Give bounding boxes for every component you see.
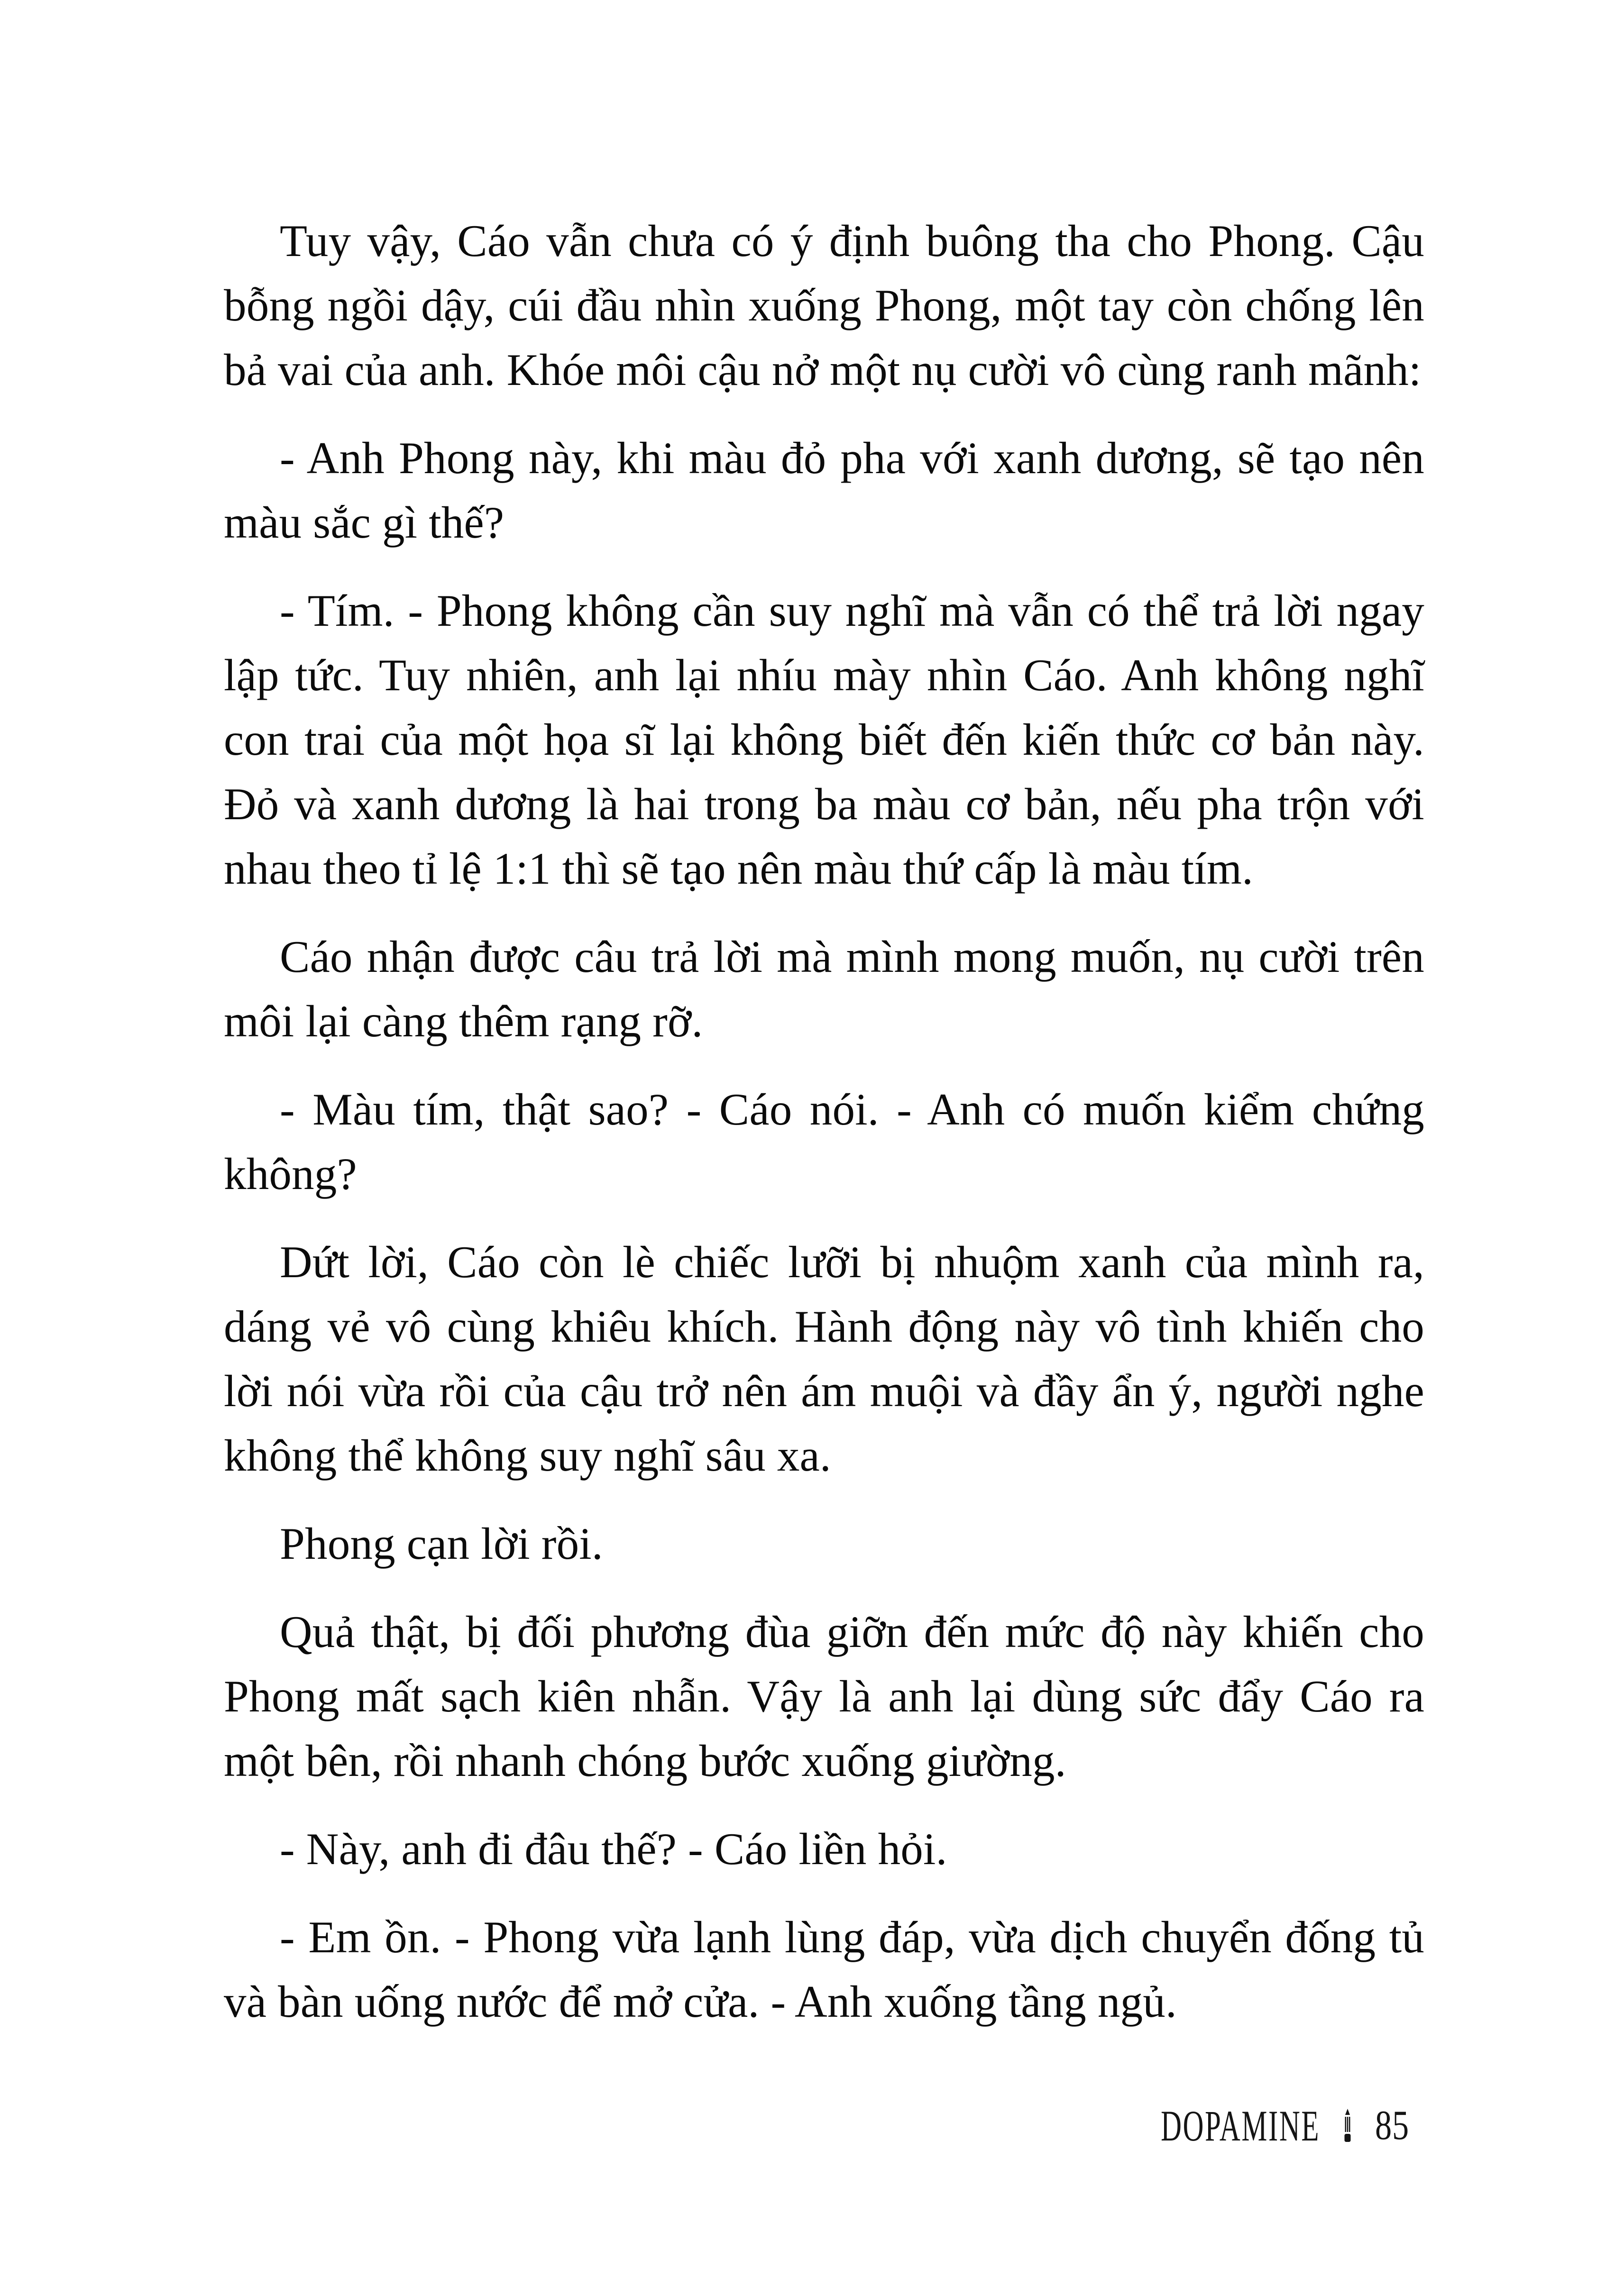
- page-footer: [1079, 2102, 1418, 2150]
- page-text-block: [224, 209, 1424, 2034]
- paragraph-5: - Màu tím, thật sao? - Cáo nói. - Anh có muốn kiểm chứng không?: [224, 1084, 1424, 1199]
- paragraph-6: Dứt lời, Cáo còn lè chiếc lưỡi bị nhuộm xanh của mình ra, dáng vẻ vô cùng khiêu khích. Hành động này vô tình khiến cho lời nói vừa rồi của cậu trở nên ám muội và đầy ẩn ý, người nghe không thể không suy nghĩ sâu xa.: [224, 1237, 1424, 1481]
- paragraph-1: Tuy vậy, Cáo vẫn chưa có ý định buông tha cho Phong. Cậu bỗng ngồi dậy, cúi đầu nhìn xuống Phong, một tay còn chống lên bả vai của anh. Khóe môi cậu nở một nụ cười vô cùng ranh mãnh:: [224, 216, 1424, 395]
- paragraph-7: Phong cạn lời rồi.: [280, 1518, 603, 1569]
- paragraph-10: - Em ồn. - Phong vừa lạnh lùng đáp, vừa dịch chuyển đống tủ và bàn uống nước để mở cửa. - Anh xuống tầng ngủ.: [224, 1912, 1424, 2027]
- paragraph-8: Quả thật, bị đối phương đùa giỡn đến mức độ này khiến cho Phong mất sạch kiên nhẫn. Vậy là anh lại dùng sức đẩy Cáo ra một bên, rồi nhanh chóng bước xuống giường.: [224, 1607, 1424, 1786]
- paragraph-2: - Anh Phong này, khi màu đỏ pha với xanh dương, sẽ tạo nên màu sắc gì thế?: [224, 433, 1424, 548]
- page-number: 85: [1375, 2103, 1409, 2149]
- paragraph-3: - Tím. - Phong không cần suy nghĩ mà vẫn có thể trả lời ngay lập tức. Tuy nhiên, anh lại nhíu mày nhìn Cáo. Anh không nghĩ con trai của một họa sĩ lại không biết đến kiến thức cơ bản này. Đỏ và xanh dương là hai trong ba màu cơ bản, nếu pha trộn với nhau theo tỉ lệ 1:1 thì sẽ tạo nên màu thứ cấp là màu tím.: [224, 585, 1424, 894]
- paragraph-4: Cáo nhận được câu trả lời mà mình mong muốn, nụ cười trên môi lại càng thêm rạng rỡ.: [224, 932, 1424, 1046]
- running-footer-title: DOPAMINE: [1160, 2102, 1320, 2150]
- paragraph-9: - Này, anh đi đâu thế? - Cáo liền hỏi.: [280, 1824, 947, 1874]
- pencil-icon: [1343, 2109, 1352, 2143]
